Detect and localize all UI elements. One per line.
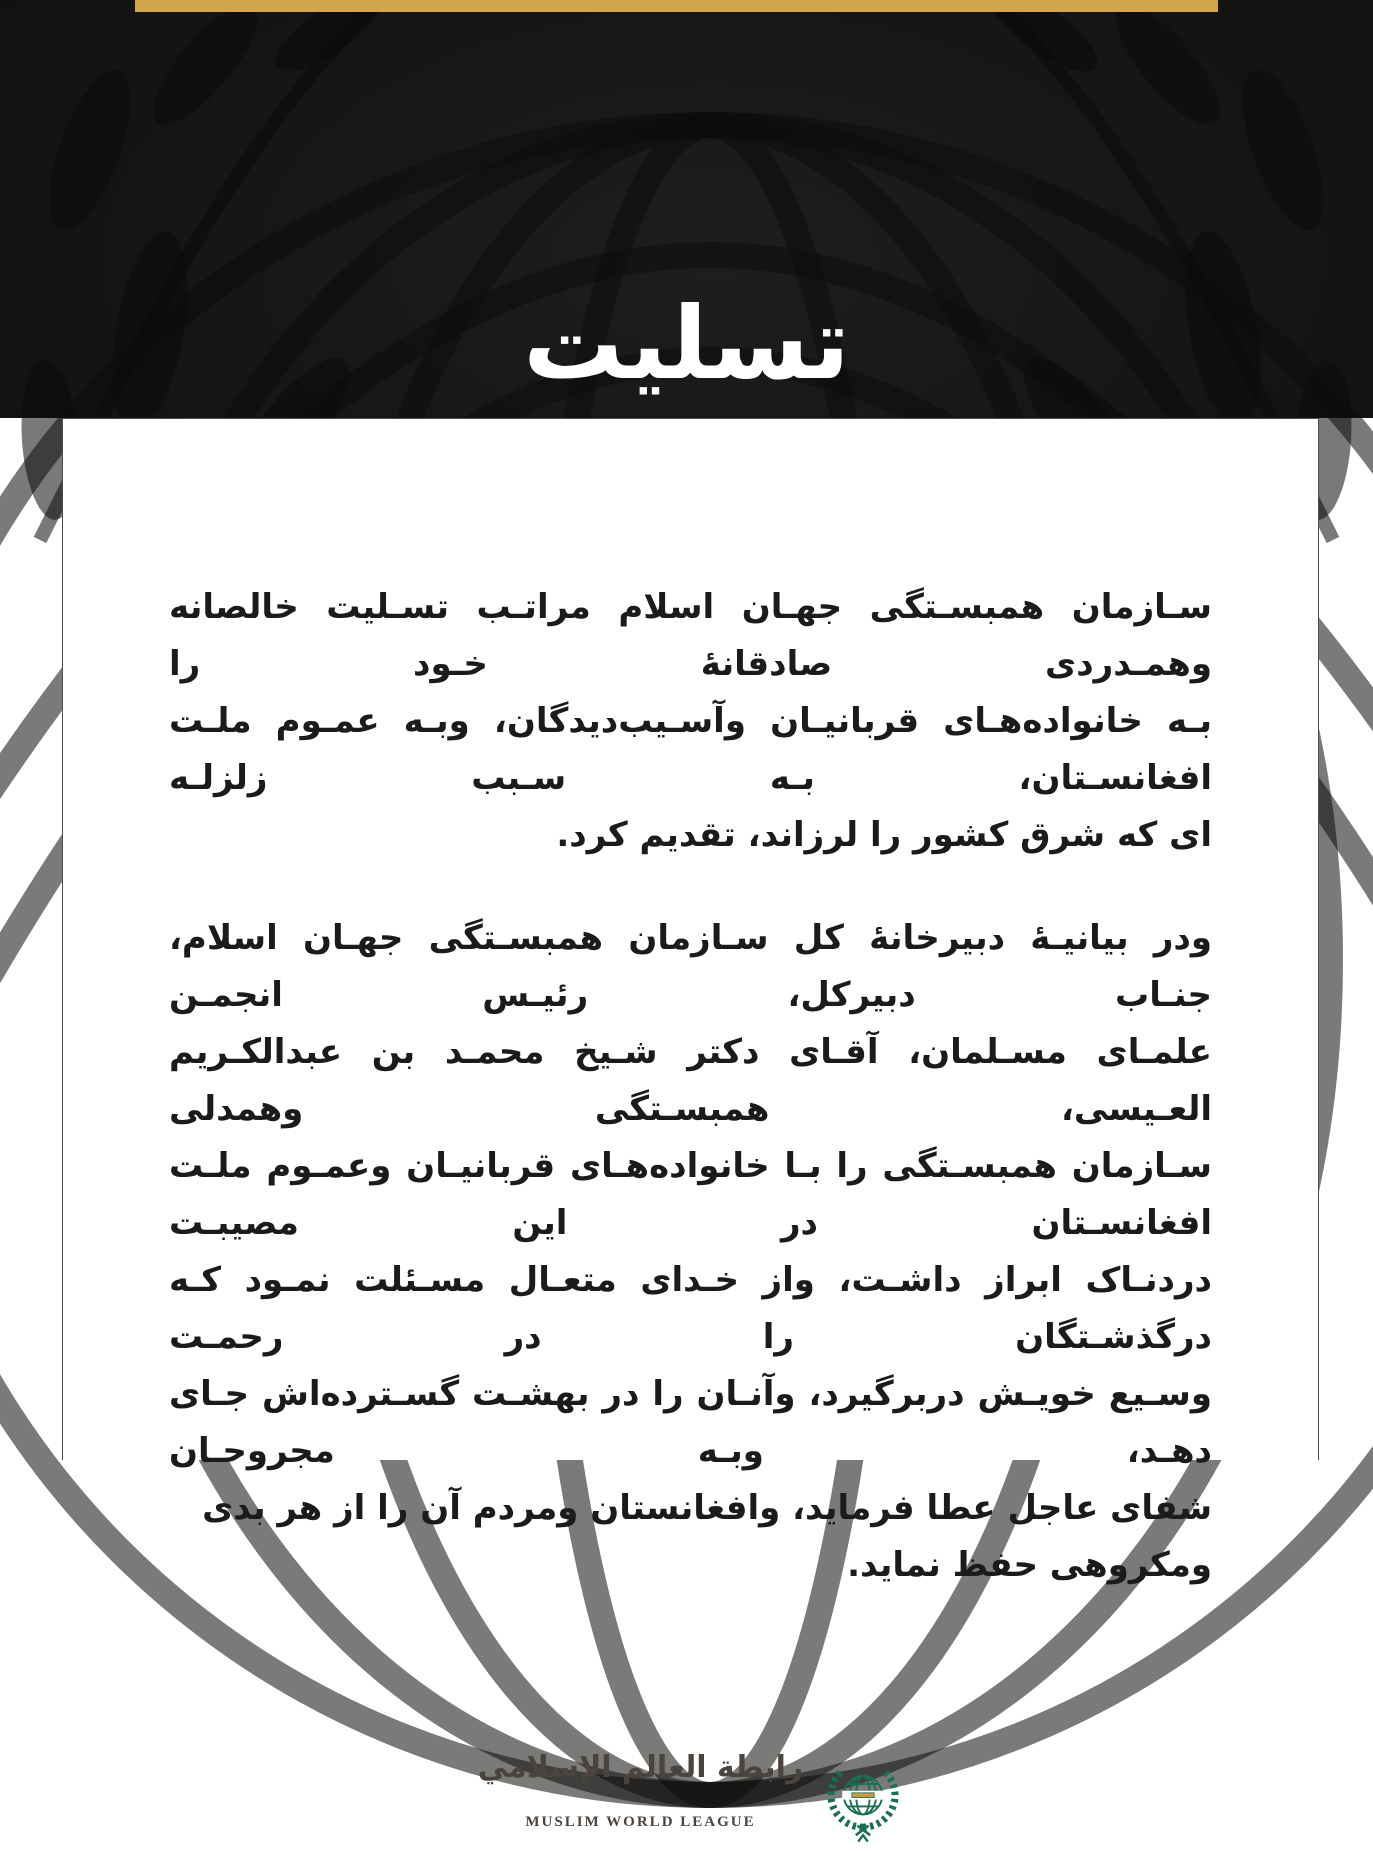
paragraph-1 [169, 579, 1212, 864]
statement-line: ای که شرق کشور را لرزاند، تقدیم کرد. [556, 815, 1212, 855]
statement-line: سـازمان همبسـتگی جهـان اسلام مراتـب تسـلیت خالصانه وهمـدردی صادقانۀ خـود را [169, 587, 1212, 684]
statement-line: ودر بیانیـۀ دبیرخانۀ کل سـازمان همبسـتگی جهـان اسلام، جنـاب دبیرکل، رئیـس انجمـن [169, 918, 1212, 1015]
header-banner [0, 0, 1373, 418]
statement-line: دردنـاک ابراز داشـت، واز خـدای متعـال مسـئلت نمـود کـه درگذشـتگان را در رحمـت [169, 1260, 1212, 1357]
gold-accent-bar [135, 0, 1218, 12]
statement-line: سـازمان همبسـتگی را بـا خانواده‌هـای قربانیـان وعمـوم ملـت افغانسـتان در این مصیبـت [169, 1146, 1212, 1243]
paragraph-2 [169, 910, 1212, 1594]
globe-laurel-emblem-icon [823, 1755, 903, 1845]
mwl-logo-text [478, 1749, 804, 1851]
statement-card [62, 418, 1319, 1830]
statement-line: بـه خانواده‌هـای قربانیـان وآسـیب‌دیدگان، وبـه عمـوم ملـت افغانسـتان، بـه سـبب زلزلـه [169, 701, 1212, 798]
page-title: تسلیت [523, 285, 850, 402]
statement-text [63, 419, 1318, 1851]
statement-line: شفای عاجل عطا فرماید، وافغانستان ومردم آن را از هر بدی ومکروهی حفظ نماید. [202, 1488, 1212, 1585]
mwl-logo [169, 1749, 1212, 1851]
statement-line: وسـیع خویـش دربرگیرد، وآنـان را در بهشـت گسـترده‌اش جـای دهـد، وبـه مجروحـان [169, 1374, 1212, 1471]
statement-line: علمـای مسـلمان، آقـای دکتر شـیخ محمـد بن عبدالکـریم العـیسی، همبسـتگی وهمدلی [169, 1032, 1212, 1129]
mwl-arabic-name: رابطة العالم الإسلامي [477, 1750, 804, 1785]
mwl-english-name: MUSLIM WORLD LEAGUE [525, 1813, 756, 1830]
